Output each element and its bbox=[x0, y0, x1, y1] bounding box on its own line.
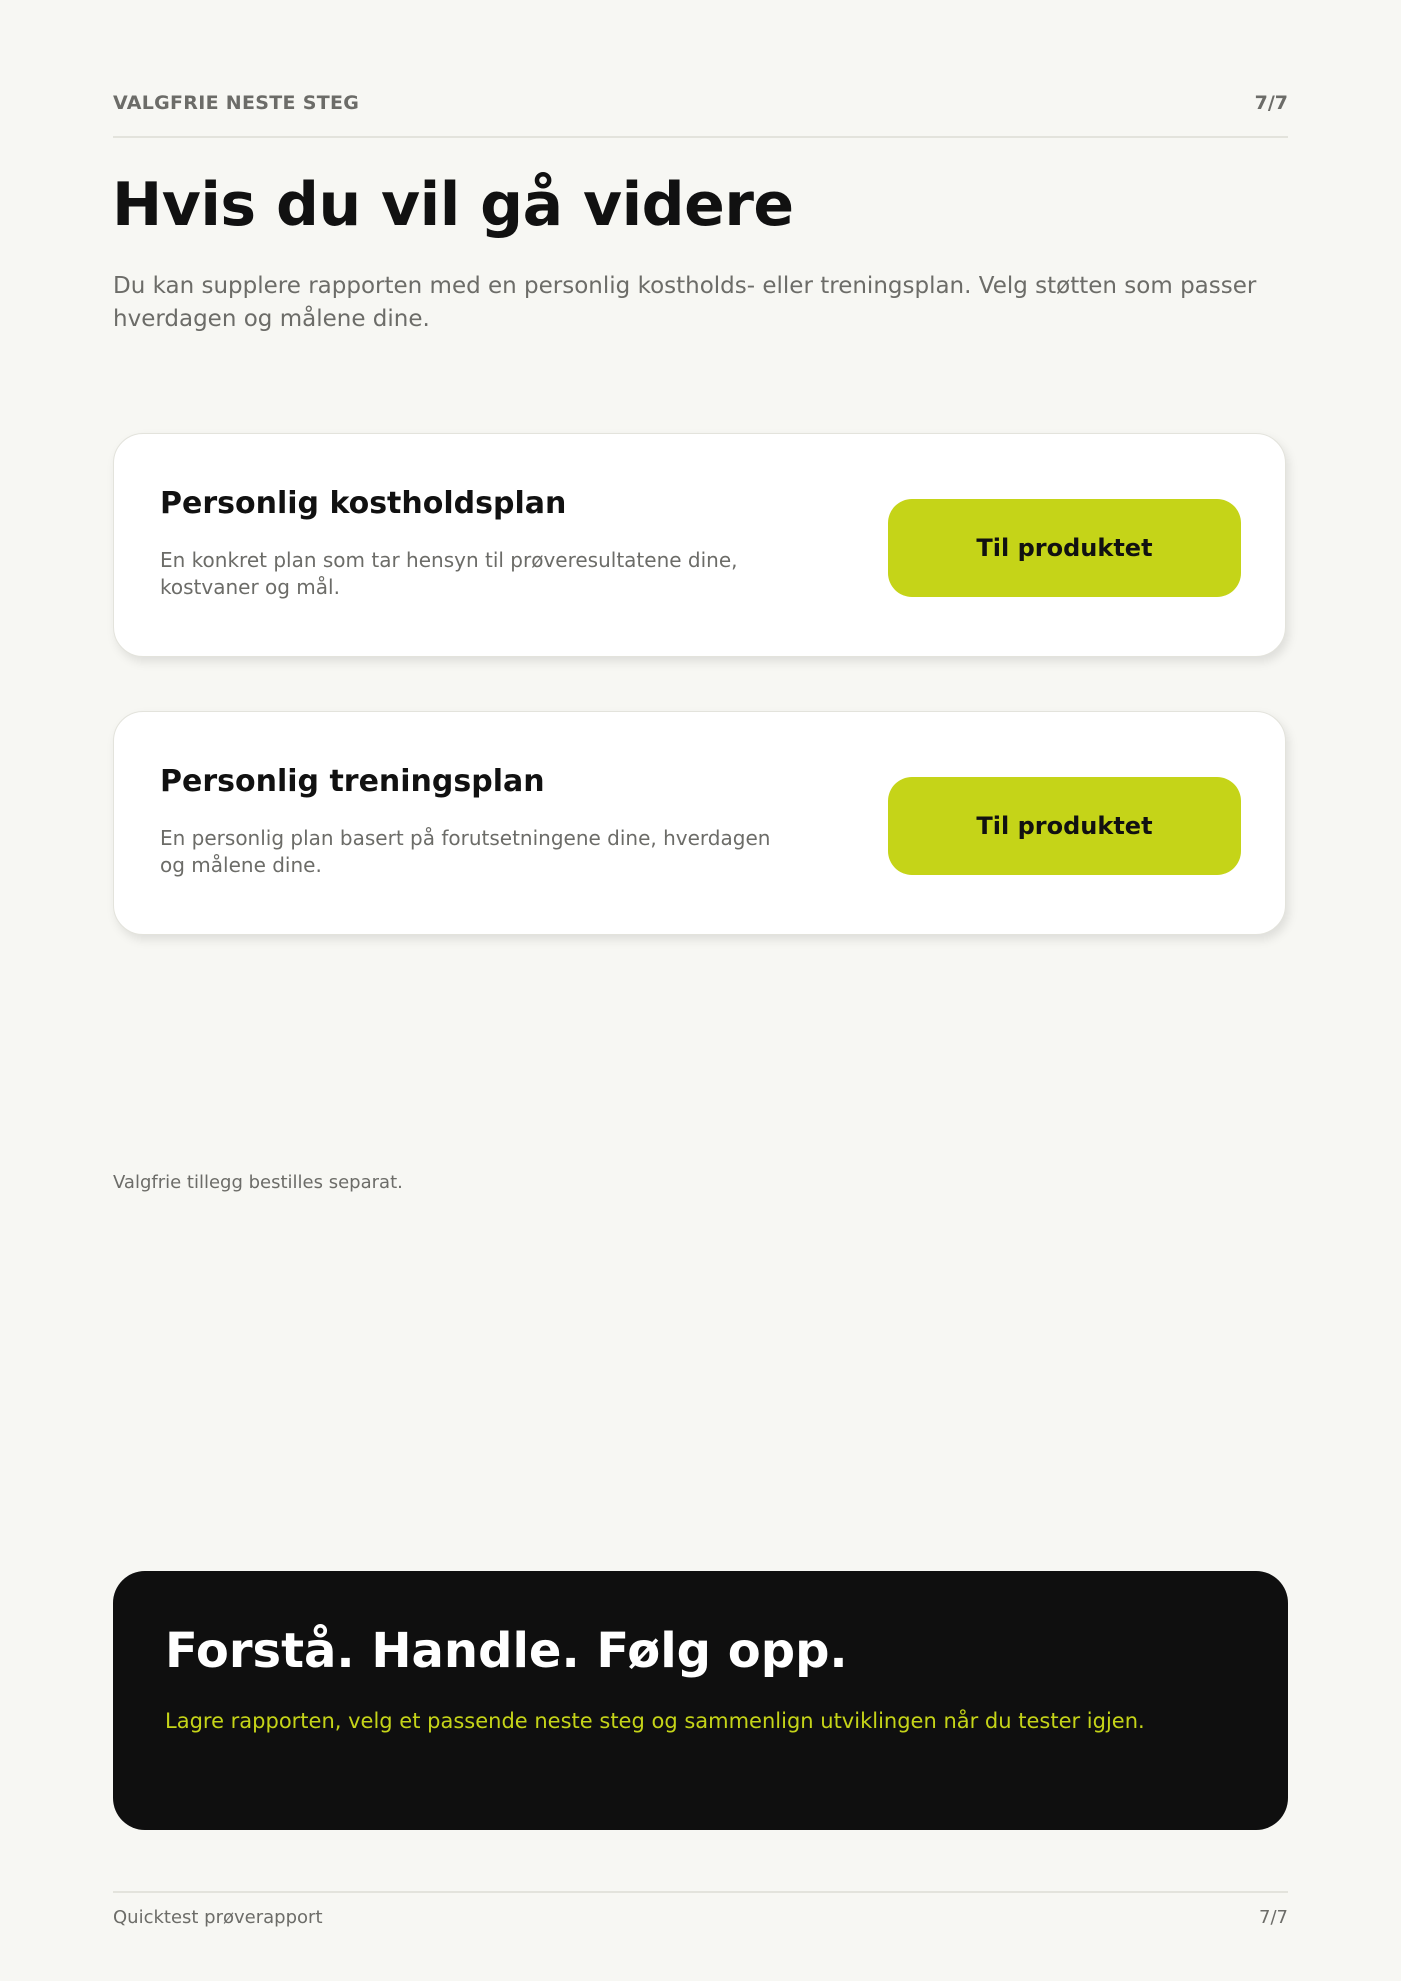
banner-text: Lagre rapporten, velg et passende neste steg og sammenlign utviklingen når du tester igjen. bbox=[165, 1709, 1145, 1733]
page-header bbox=[113, 92, 1288, 138]
offer-description: En personlig plan basert på forutsetningene dine, hverdagen og målene dine. bbox=[160, 826, 771, 877]
section-label: VALGFRIE NESTE STEG bbox=[113, 92, 360, 114]
page-title: Hvis du vil gå videre bbox=[112, 170, 794, 240]
page-footer bbox=[113, 1891, 1288, 1928]
diet-plan-product-button[interactable]: Til produktet bbox=[888, 499, 1241, 597]
closing-banner bbox=[113, 1571, 1288, 1830]
offer-description: En konkret plan som tar hensyn til prøveresultatene dine, kostvaner og mål. bbox=[160, 548, 738, 599]
banner-title: Forstå. Handle. Følg opp. bbox=[165, 1623, 848, 1679]
page-intro: Du kan supplere rapporten med en personlig kostholds- eller treningsplan. Velg støtten som passer hverdagen og målene dine. bbox=[113, 273, 1257, 332]
offer-card-training-plan bbox=[113, 711, 1286, 935]
footer-page-indicator: 7/7 bbox=[1259, 1907, 1288, 1928]
offer-title: Personlig kostholdsplan bbox=[160, 486, 567, 521]
training-plan-product-button[interactable]: Til produktet bbox=[888, 777, 1241, 875]
document-name: Quicktest prøverapport bbox=[113, 1907, 323, 1928]
offer-title: Personlig treningsplan bbox=[160, 764, 545, 799]
offer-card-diet-plan bbox=[113, 433, 1286, 657]
separate-order-note: Valgfrie tillegg bestilles separat. bbox=[113, 1172, 403, 1193]
page-indicator: 7/7 bbox=[1254, 92, 1288, 114]
